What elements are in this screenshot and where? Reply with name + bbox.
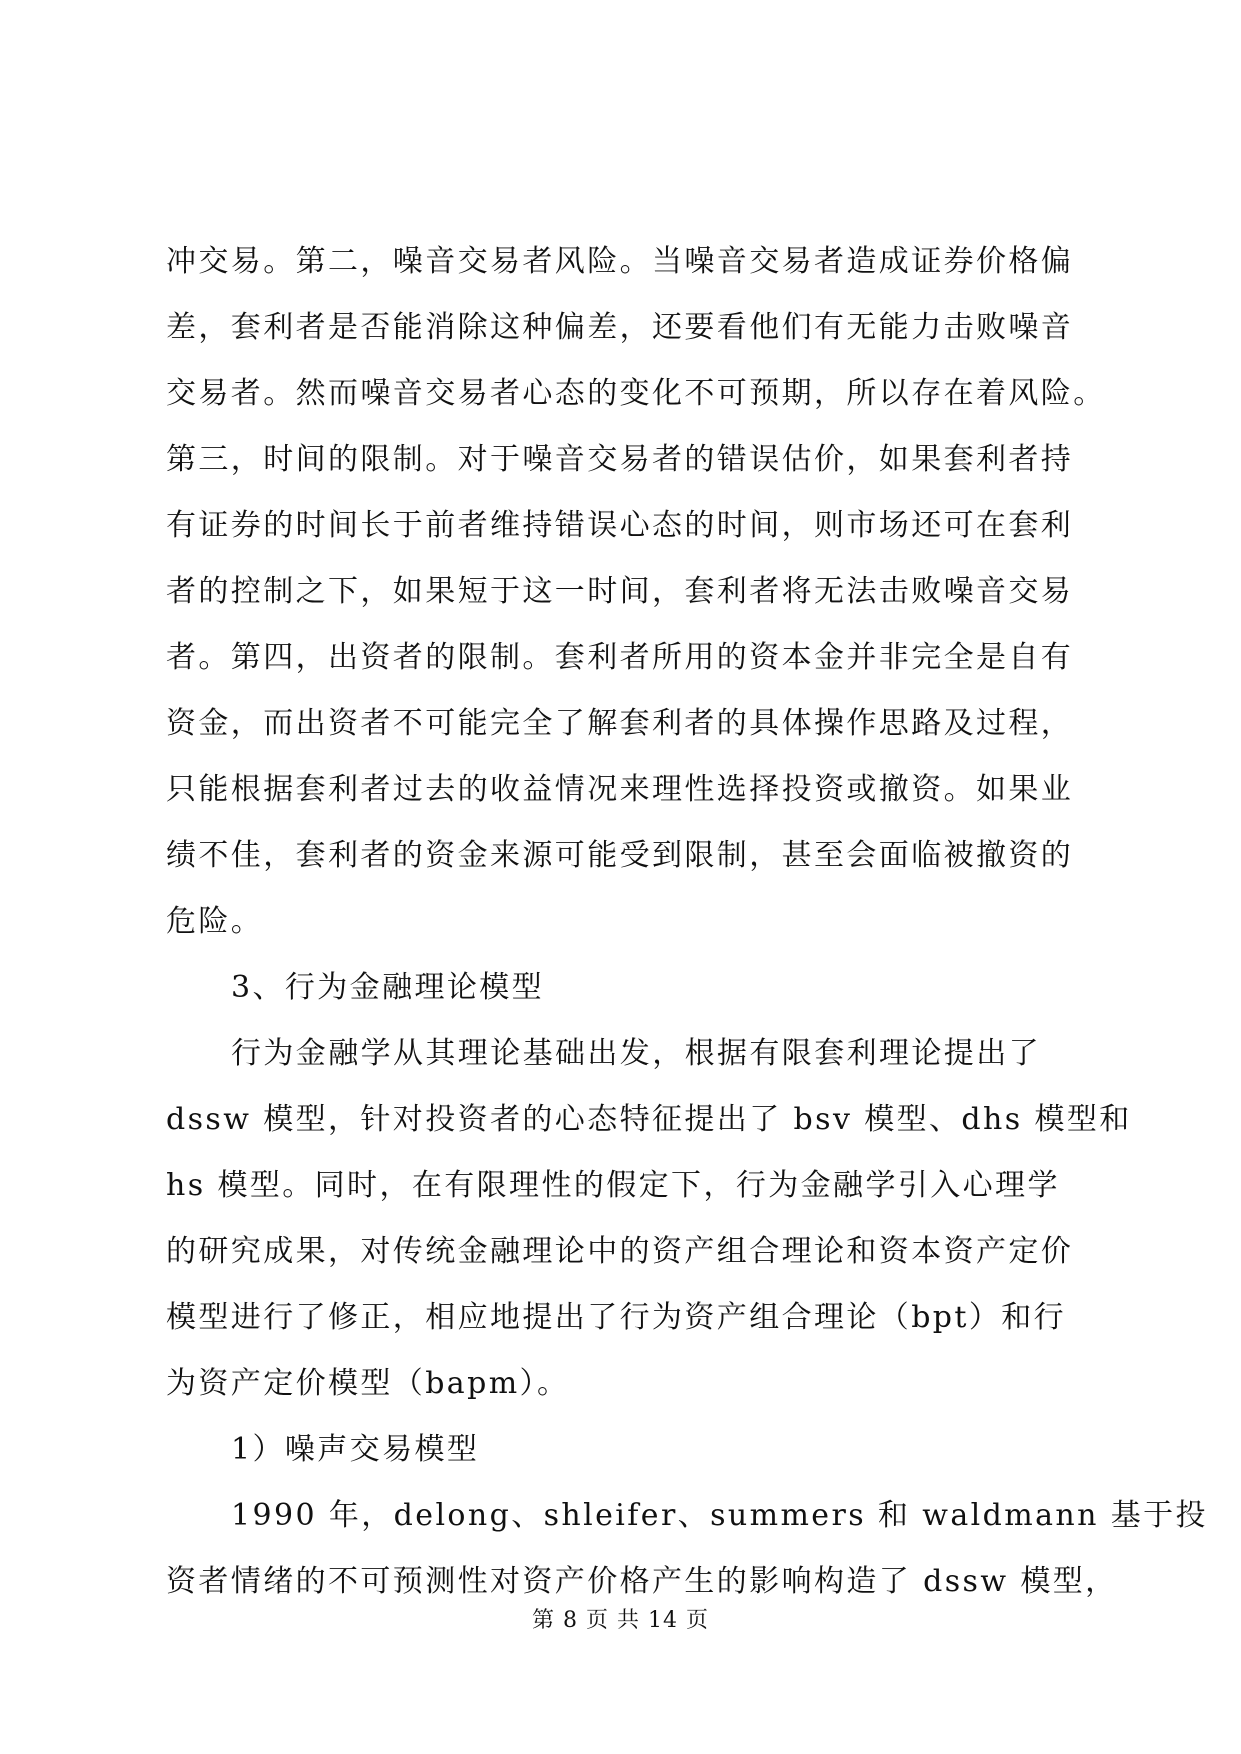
text-line: 1990 年，delong、shleifer、summers 和 waldmann 基于投: [231, 1498, 1208, 1533]
text-line: 者的控制之下，如果短于这一时间，套利者将无法击败噪音交易: [166, 574, 1074, 609]
text-line: 资者情绪的不可预测性对资产价格产生的影响构造了 dssw 模型，: [166, 1564, 1118, 1599]
text-line: 差，套利者是否能消除这种偏差，还要看他们有无能力击败噪音: [166, 310, 1074, 345]
text-line: 行为金融学从其理论基础出发，根据有限套利理论提出了: [231, 1036, 1041, 1071]
body-text: [166, 229, 1208, 1615]
text-line: 交易者。然而噪音交易者心态的变化不可预期，所以存在着风险。: [166, 376, 1106, 411]
text-line: 的研究成果，对传统金融理论中的资产组合理论和资本资产定价: [166, 1234, 1074, 1269]
subsection-heading: 1）噪声交易模型: [231, 1432, 480, 1467]
text-line: 绩不佳，套利者的资金来源可能受到限制，甚至会面临被撤资的: [166, 838, 1074, 873]
text-line: 者。第四，出资者的限制。套利者所用的资本金并非完全是自有: [166, 640, 1074, 675]
text-line: 冲交易。第二，噪音交易者风险。当噪音交易者造成证券价格偏: [166, 244, 1074, 279]
text-line: 有证券的时间长于前者维持错误心态的时间，则市场还可在套利: [166, 508, 1074, 543]
text-line: 为资产定价模型（bapm）。: [166, 1366, 570, 1401]
page-footer: 第 8 页 共 14 页: [532, 1608, 709, 1633]
text-line: 第三，时间的限制。对于噪音交易者的错误估价，如果套利者持: [166, 442, 1074, 477]
section-heading: 3、行为金融理论模型: [231, 970, 545, 1005]
text-line: hs 模型。同时，在有限理性的假定下，行为金融学引入心理学: [166, 1168, 1060, 1203]
text-line: 模型进行了修正，相应地提出了行为资产组合理论（bpt）和行: [166, 1300, 1067, 1335]
text-line: dssw 模型，针对投资者的心态特征提出了 bsv 模型、dhs 模型和: [166, 1102, 1132, 1137]
text-line: 资金，而出资者不可能完全了解套利者的具体操作思路及过程，: [166, 706, 1074, 741]
text-line: 危险。: [166, 904, 264, 939]
text-line: 只能根据套利者过去的收益情况来理性选择投资或撤资。如果业: [166, 772, 1074, 807]
